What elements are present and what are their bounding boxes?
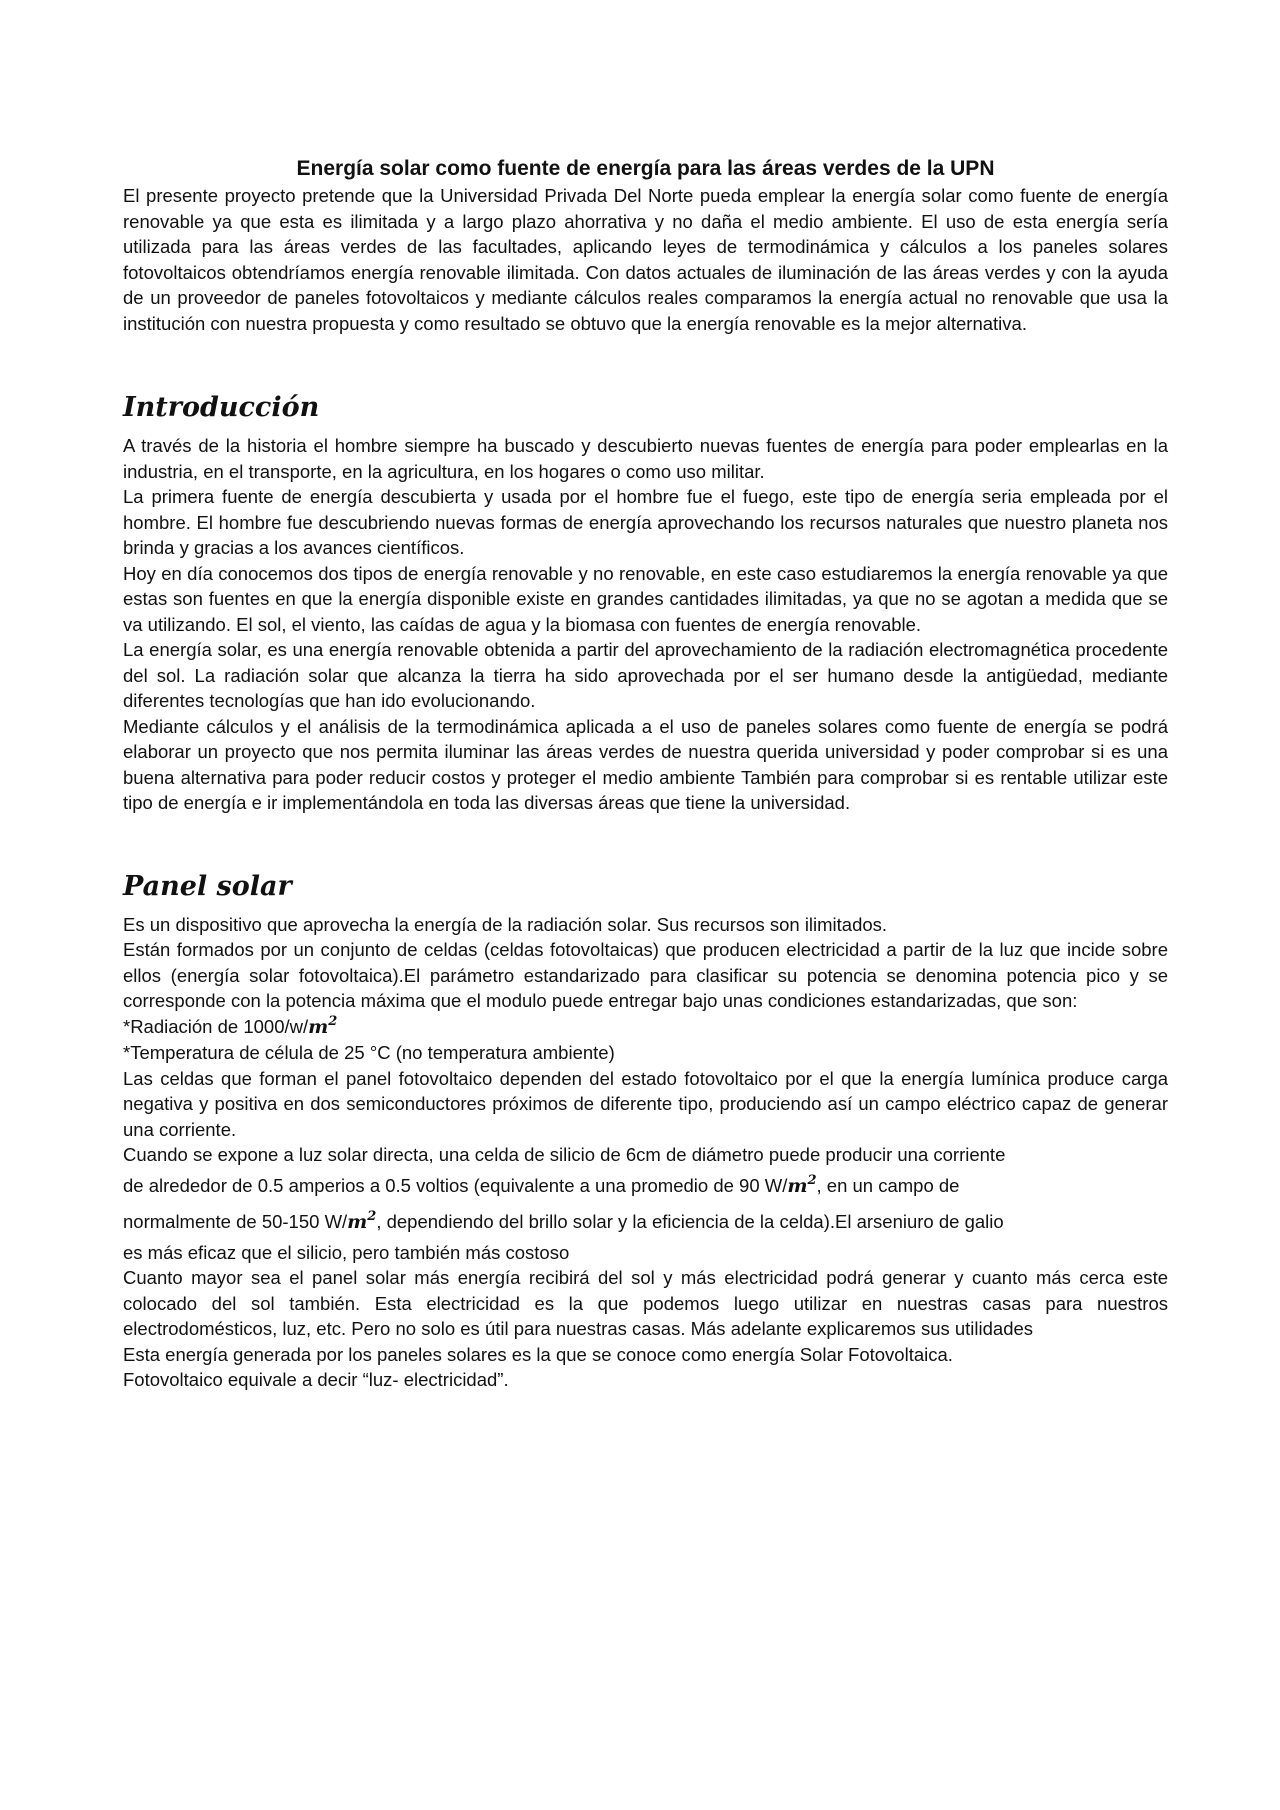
- square-meter-unit: $m^2$: [308, 1013, 338, 1038]
- intro-paragraph-3: Hoy en día conocemos dos tipos de energía renovable y no renovable, en este caso estudiaremos la energía renovable ya que estas son fuentes en que la energía disponible existe en grandes cantidades ilimitadas, ya que no se agotan a medida que se va utilizando. El sol, el viento, las caídas de agua y la biomasa con fuentes de energía renovable.: [123, 562, 1168, 635]
- panel-paragraph-4-line-1: Cuando se expone a luz solar directa, una celda de silicio de 6cm de diámetro puede producir una corriente: [123, 1144, 1006, 1165]
- document-title: Energía solar como fuente de energía para las áreas verdes de la UPN: [296, 157, 995, 180]
- intro-paragraph-4: La energía solar, es una energía renovable obtenida a partir del aprovechamiento de la radiación electromagnética procedente del sol. La radiación solar que alcanza la tierra ha sido aprovechada por el ser humano desde la antigüedad, mediante diferentes tecnologías que han ido evolucionando.: [123, 639, 1168, 711]
- panel-paragraph-4-line-3: normalmente de 50-150 $W/m^2$, dependiendo del brillo solar y la eficiencia de la celda).El arseniuro de galio: [123, 1208, 1004, 1233]
- panel-paragraph-4-line-4: es más eficaz que el silicio, pero también más costoso: [123, 1241, 570, 1263]
- panel-solar-heading: Panel solar: [123, 870, 292, 902]
- radiacion-text: *Radiación de 1000/w/: [123, 1015, 309, 1037]
- radiacion-condition: [123, 1014, 1168, 1041]
- temperatura-condition: *Temperatura de célula de 25 °C (no temperatura ambiente): [123, 1042, 615, 1063]
- intro-paragraph-5: Mediante cálculos y el análisis de la termodinámica aplicada a el uso de paneles solares como fuente de energía se podrá elaborar un proyecto que nos permita iluminar las áreas verdes de nuestra querida universidad y poder comprobar si es una buena alternativa para poder reducir costos y proteger el medio ambiente También para comprobar si es rentable utilizar este tipo de energía e ir implementándola en toda las diversas áreas que tiene la universidad.: [123, 715, 1168, 813]
- panel-paragraph-4-line-2: de alrededor de 0.5 amperios a 0.5 voltios (equivalente a una promedio de 90 $W/m^2$, en un campo de: [123, 1172, 960, 1197]
- intro-paragraph-1: A través de la historia el hombre siempre ha buscado y descubierto nuevas fuentes de energía para poder emplearlas en la industria, en el transporte, en la agricultura, en los hogares o como uso militar.: [123, 435, 1168, 482]
- panel-paragraph-3: Las celdas que forman el panel fotovoltaico dependen del estado fotovoltaico por el que la energía lumínica produce carga negativa y positiva en dos semiconductores próximos de diferente tipo, produciendo así un campo eléctrico capaz de generar una corriente.: [123, 1067, 1168, 1140]
- panel-paragraph-1: Es un dispositivo que aprovecha la energía de la radiación solar. Sus recursos son ilimitados.: [123, 913, 888, 935]
- intro-paragraph-2: La primera fuente de energía descubierta y usada por el hombre fue el fuego, este tipo de energía seria empleada por el hombre. El hombre fue descubriendo nuevas formas de energía aprovechando los recursos naturales que nuestro planeta nos brinda y gracias a los avances científicos.: [123, 486, 1168, 558]
- panel-paragraph-6: Esta energía generada por los paneles solares es la que se conoce como energía Solar Fotovoltaica.: [123, 1343, 953, 1365]
- square-meter-unit: $m^2$: [787, 1172, 817, 1197]
- introduccion-heading: Introducción: [123, 392, 320, 423]
- panel-paragraph-7: Fotovoltaico equivale a decir “luz- electricidad”.: [123, 1369, 509, 1390]
- panel-paragraph-5: Cuanto mayor sea el panel solar más energía recibirá del sol y más electricidad podrá generar y cuanto más cerca este colocado del sol también. Esta electricidad es la que podemos luego utilizar en nuestras casas para nuestros electrodomésticos, luz, etc. Pero no solo es útil para nuestras casas. Más adelante explicaremos sus utilidades: [123, 1267, 1168, 1339]
- document-body: [123, 155, 1168, 1393]
- abstract-paragraph: El presente proyecto pretende que la Universidad Privada Del Norte pueda emplear la energía solar como fuente de energía renovable ya que esta es ilimitada y a largo plazo ahorrativa y no daña el medio ambiente. El uso de esta energía sería utilizada para las áreas verdes de las facultades, aplicando leyes de termodinámica y cálculos a los paneles solares fotovoltaicos obtendríamos energía renovable ilimitada. Con datos actuales de iluminación de las áreas verdes y con la ayuda de un proveedor de paneles fotovoltaicos y mediante cálculos reales comparamos la energía actual no renovable que usa la institución con nuestra propuesta y como resultado se obtuvo que la energía renovable es la mejor alternativa.: [123, 185, 1168, 334]
- square-meter-unit: $m^2$: [347, 1208, 377, 1233]
- panel-paragraph-2: Están formados por un conjunto de celdas (celdas fotovoltaicas) que producen electricidad a partir de la luz que incide sobre ellos (energía solar fotovoltaica).El parámetro estandarizado para clasificar su potencia se denomina potencia pico y se corresponde con la potencia máxima que el modulo puede entregar bajo unas condiciones estandarizadas, que son:: [123, 939, 1168, 1011]
